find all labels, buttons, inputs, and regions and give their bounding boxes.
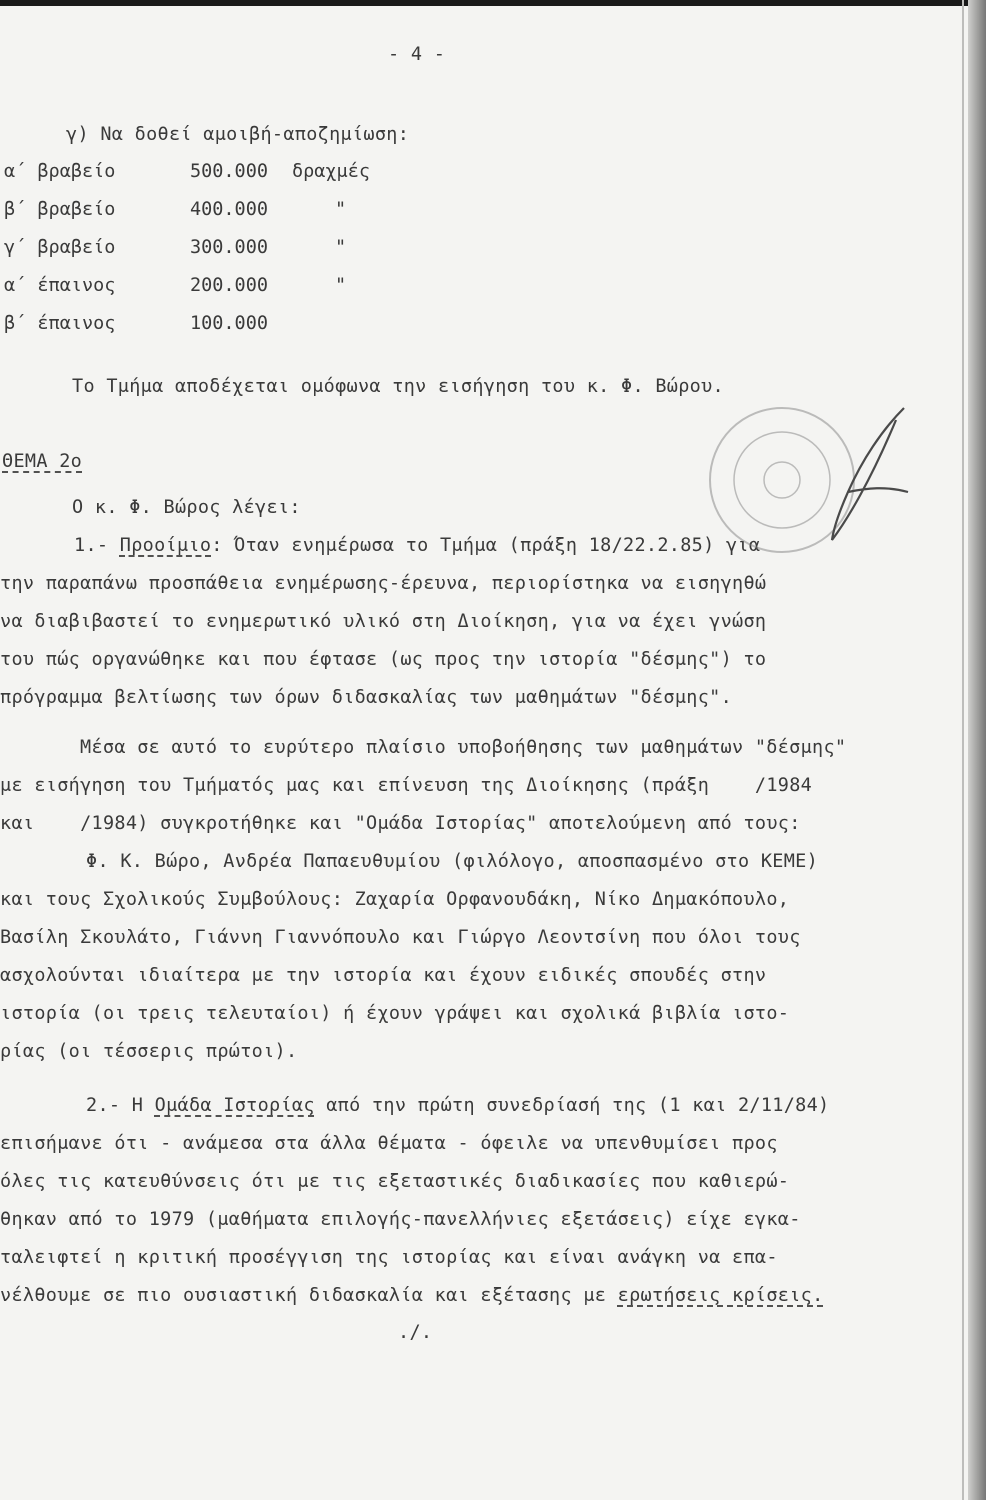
paragraph-line: επισήμανε ότι - ανάμεσα στα άλλα θέματα - όφειλε να υπενθυμίσει προς <box>0 1133 778 1154</box>
item-label: Προοίμιο <box>119 535 212 556</box>
prize-unit: " <box>335 275 347 296</box>
prize-rank: γ΄ βραβείο <box>4 237 116 258</box>
paragraph-line: με εισήγηση του Τμήματός μας και επίνευση της Διοίκησης (πράξη /1984 <box>0 775 813 796</box>
paragraph-line: Μέσα σε αυτό το ευρύτερο πλαίσιο υποβοήθησης των μαθημάτων "δέσμης" <box>80 737 847 758</box>
paragraph-line: Φ. Κ. Βώρο, Ανδρέα Παπαευθυμίου (φιλόλογο, αποσπασμένο στο ΚΕΜΕ) <box>86 851 819 872</box>
page-number: - 4 - <box>388 44 446 65</box>
prize-row <box>0 313 420 343</box>
stamp-inner-ring <box>734 432 830 528</box>
paragraph-line: να διαβιβαστεί το ενημερωτικό υλικό στη Διοίκηση, για να έχει γνώση <box>0 611 767 632</box>
prize-amount: 500.000 <box>190 161 268 182</box>
prize-row <box>0 199 420 229</box>
prize-amount: 400.000 <box>190 199 268 220</box>
prize-amount: 100.000 <box>190 313 268 334</box>
paragraph-line: και /1984) συγκροτήθηκε και "Ομάδα Ιστορίας" αποτελούμενη από τους: <box>0 813 801 834</box>
line-text: : Όταν ενημέρωσα το Τμήμα (πράξη 18/22.2.85) για <box>211 535 761 556</box>
line-text: νέλθουμε σε πιο ουσιαστική διδασκαλία και εξέτασης με <box>0 1285 618 1306</box>
scan-top-edge <box>0 0 986 6</box>
prize-row <box>0 275 420 305</box>
continuation-mark: ./. <box>398 1322 433 1343</box>
paragraph-1-first-line <box>74 535 760 556</box>
topic-heading: ΘΕΜΑ 2ο <box>2 451 83 472</box>
prize-row <box>0 161 420 191</box>
stamp-emblem <box>764 462 800 498</box>
prize-row <box>0 237 420 267</box>
line-text: από την πρώτη συνεδρίασή της (1 και 2/11/84) <box>314 1095 830 1116</box>
scan-binding-line <box>962 0 964 1500</box>
acceptance-statement: Το Τμήμα αποδέχεται ομόφωνα την εισήγηση του κ. Φ. Βώρου. <box>72 376 724 397</box>
paragraph-line: θηκαν από το 1979 (μαθήματα επιλογής-πανελλήνιες εξετάσεις) είχε εγκα- <box>0 1209 801 1230</box>
signature-mark <box>832 408 908 540</box>
prize-rank: β΄ βραβείο <box>4 199 116 220</box>
item-label: Ομάδα Ιστορίας <box>154 1095 315 1116</box>
paragraph-line <box>0 1285 824 1306</box>
prize-rank: β΄ έπαινος <box>4 313 116 334</box>
stamp-outer-ring <box>710 408 854 552</box>
official-stamp-and-signature <box>672 400 912 590</box>
paragraph-line: του πώς οργανώθηκε και που έφτασε (ως προς την ιστορία "δέσμης") το <box>0 649 767 670</box>
prize-unit: " <box>335 199 347 220</box>
paragraph-line: Βασίλη Σκουλάτο, Γιάννη Γιαννόπουλο και Γιώργο Λεοντσίνη που όλοι τους <box>0 927 801 948</box>
prize-rank: α΄ βραβείο <box>4 161 116 182</box>
prize-unit: " <box>335 237 347 258</box>
prize-rank: α΄ έπαινος <box>4 275 116 296</box>
underlined-phrase: ερωτήσεις κρίσεις. <box>617 1285 824 1306</box>
prize-unit: δραχμές <box>292 161 370 182</box>
paragraph-line: ιστορία (οι τρεις τελευταίοι) ή έχουν γράψει και σχολικά βιβλία ιστο- <box>0 1003 790 1024</box>
speaker-intro: Ο κ. Φ. Βώρος λέγει: <box>72 497 301 518</box>
paragraph-line: πρόγραμμα βελτίωσης των όρων διδασκαλίας των μαθημάτων "δέσμης". <box>0 687 733 708</box>
item-number: 1.- <box>74 535 120 556</box>
paragraph-line: όλες τις κατευθύνσεις ότι με τις εξεταστικές διαδικασίες που καθιερώ- <box>0 1171 790 1192</box>
paragraph-line: την παραπάνω προσπάθεια ενημέρωσης-έρευνα, περιορίστηκα να εισηγηθώ <box>0 573 767 594</box>
paragraph-line: ασχολούνται ιδιαίτερα με την ιστορία και έχουν ειδικές σπουδές στην <box>0 965 767 986</box>
section-c-heading: γ) Να δοθεί αμοιβή-αποζημίωση: <box>66 124 410 145</box>
paragraph-line: ρίας (οι τέσσερις πρώτοι). <box>0 1041 298 1062</box>
prize-amount: 300.000 <box>190 237 268 258</box>
prize-amount: 200.000 <box>190 275 268 296</box>
paragraph-3-first-line <box>86 1095 830 1116</box>
item-number: 2.- Η <box>86 1095 155 1116</box>
scan-right-edge <box>968 0 986 1500</box>
paragraph-line: ταλειφτεί η κριτική προσέγγιση της ιστορίας και είναι ανάγκη να επα- <box>0 1247 778 1268</box>
paragraph-line: και τους Σχολικούς Συμβούλους: Ζαχαρία Ορφανουδάκη, Νίκο Δημακόπουλο, <box>0 889 790 910</box>
